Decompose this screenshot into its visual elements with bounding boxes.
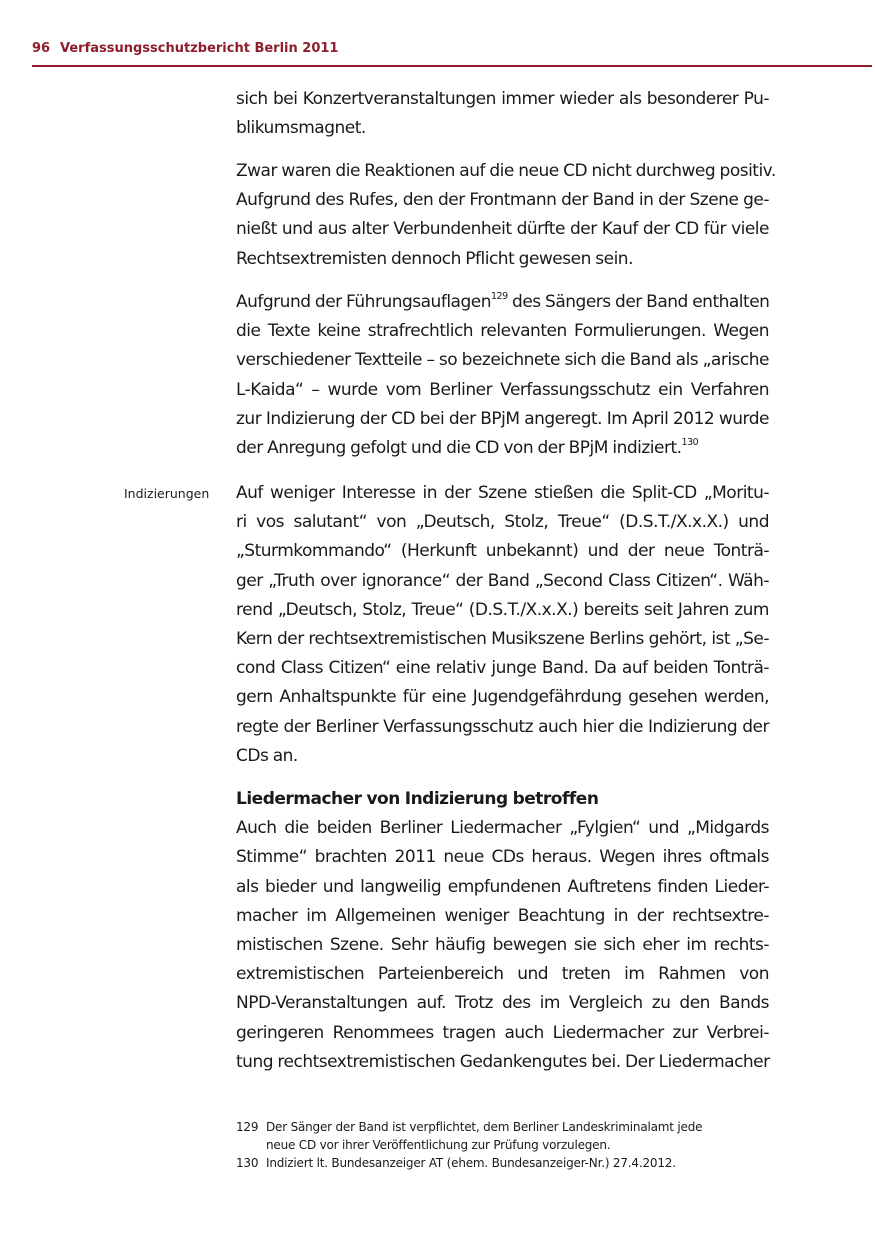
text-line: [236, 434, 769, 463]
text-line: Auch die beiden Berliner Liedermacher „Fylgien“ und „Midgards: [236, 818, 769, 839]
text-line: verschiedener Textteile – so bezeichnete sich die Band als „arische: [236, 350, 769, 371]
text-line: blikumsmagnet.: [236, 118, 366, 139]
text-line: Kern der rechtsextremistischen Musikszene Berlins gehört, ist „Se-: [236, 628, 769, 649]
footnote-number: 129: [236, 1120, 259, 1134]
footnote-text: [266, 1118, 776, 1154]
text-line: Zwar waren die Reaktionen auf die neue CD nicht durchweg positiv.: [236, 161, 776, 181]
footnotes: [236, 1118, 776, 1172]
text-line: CDs an.: [236, 745, 298, 766]
text-line: gern Anhaltspunkte für eine Jugendgefährdung gesehen werden,: [236, 687, 769, 708]
footnote-line: Der Sänger der Band ist verpflichtet, dem Berliner Landeskriminalamt jede: [266, 1120, 703, 1134]
text-line: die Texte keine strafrechtlich relevanten Formulierungen. Wegen: [236, 321, 769, 342]
text-line: ger „Truth over ignorance“ der Band „Second Class Citizen“. Wäh-: [236, 570, 769, 591]
running-header: [32, 39, 872, 67]
section-heading: Liedermacher von Indizierung betroffen: [236, 789, 599, 809]
text-line: [236, 288, 769, 317]
paragraph-1: [236, 85, 769, 143]
text-line: macher im Allgemeinen weniger Beachtung in der rechtsextre-: [236, 905, 769, 926]
text-line: extremistischen Parteienbereich und treten im Rahmen von: [236, 964, 769, 985]
footnote-ref-130[interactable]: 130: [681, 436, 699, 448]
margin-note: Indizierungen: [124, 486, 210, 501]
text-line: Rechtsextremisten dennoch Pflicht gewesen sein.: [236, 248, 633, 269]
footnote-text: Indiziert lt. Bundesanzeiger AT (ehem. Bundesanzeiger-Nr.) 27.4.2012.: [266, 1156, 676, 1170]
text-line: cond Class Citizen“ eine relativ junge Band. Da auf beiden Tonträ-: [236, 658, 769, 679]
footnote-line: neue CD vor ihrer Veröffentlichung zur Prüfung vorzulegen.: [266, 1138, 611, 1152]
footnote-ref-129[interactable]: 129: [490, 291, 508, 302]
page-number: 96: [32, 41, 51, 56]
footnote-129: [236, 1118, 776, 1154]
paragraph-4: [236, 479, 769, 771]
text-line: regte der Berliner Verfassungsschutz auch hier die Indizierung der: [236, 716, 769, 737]
text-segment: der Anregung gefolgt und die CD von der BPjM indiziert.: [236, 437, 682, 458]
text-line: ri vos salutant“ von „Deutsch, Stolz, Treue“ (D.S.T./X.x.X.) und: [236, 512, 769, 533]
text-line: rend „Deutsch, Stolz, Treue“ (D.S.T./X.x.X.) bereits seit Jahren zum: [236, 599, 769, 620]
text-line: Aufgrund des Rufes, den der Frontmann der Band in der Szene ge-: [236, 190, 769, 211]
text-line: Auf weniger Interesse in der Szene stießen die Split-CD „Moritu-: [236, 483, 769, 503]
running-title: Verfassungsschutzbericht Berlin 2011: [60, 41, 339, 56]
text-segment: Aufgrund der Führungsauflagen: [236, 292, 491, 312]
text-line: tung rechtsextremistischen Gedankengutes bei. Der Liedermacher: [236, 1051, 770, 1072]
paragraph-3: [236, 288, 769, 463]
text-line: NPD-Veranstaltungen auf. Trotz des im Vergleich zu den Bands: [236, 993, 769, 1014]
text-line: zur Indizierung der CD bei der BPjM angeregt. Im April 2012 wurde: [236, 408, 769, 429]
paragraph-2: [236, 157, 776, 274]
section-liedermacher: [236, 785, 769, 1077]
text-line: sich bei Konzertveranstaltungen immer wieder als besonderer Pu-: [236, 89, 769, 109]
text-line: nießt und aus alter Verbundenheit dürfte der Kauf der CD für viele: [236, 219, 769, 240]
text-line: Stimme“ brachten 2011 neue CDs heraus. Wegen ihres oftmals: [236, 847, 769, 868]
text-segment: des Sängers der Band enthalten: [507, 292, 770, 312]
footnote-number: 130: [236, 1156, 259, 1170]
text-line: mistischen Szene. Sehr häufig bewegen sie sich eher im rechts-: [236, 934, 769, 955]
footnote-130: [236, 1154, 776, 1172]
text-line: L-Kaida“ – wurde vom Berliner Verfassungsschutz ein Verfahren: [236, 379, 769, 400]
text-line: geringeren Renommees tragen auch Liedermacher zur Verbrei-: [236, 1022, 769, 1043]
text-line: als bieder und langweilig empfundenen Auftretens finden Lieder-: [236, 876, 769, 897]
text-line: „Sturmkommando“ (Herkunft unbekannt) und der neue Tonträ-: [236, 541, 769, 562]
